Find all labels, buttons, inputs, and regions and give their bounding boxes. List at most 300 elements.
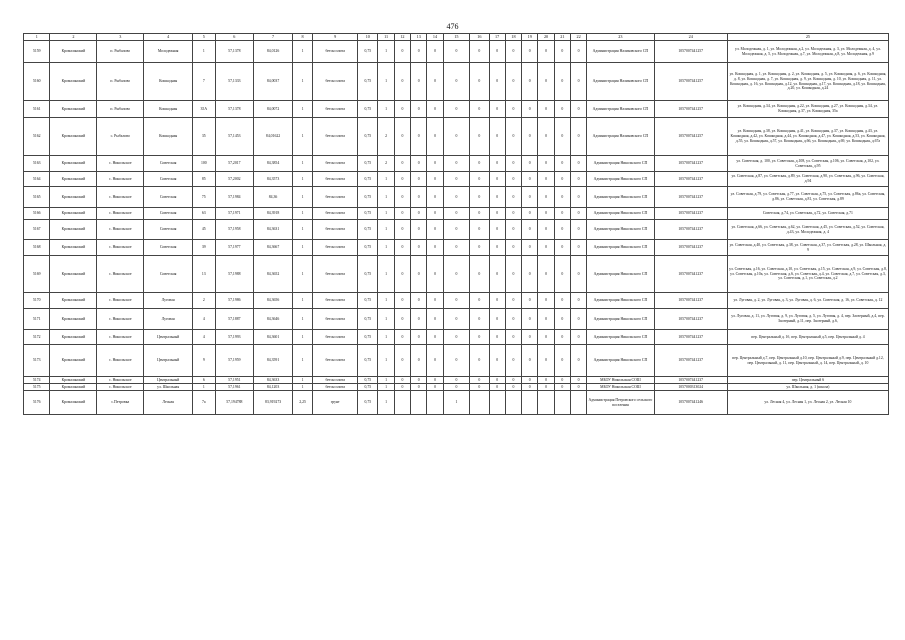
table-cell: 1 bbox=[378, 330, 394, 345]
table-cell: Кошкодная bbox=[144, 101, 193, 118]
table-cell: 0 bbox=[427, 309, 443, 330]
table-cell: 0 bbox=[522, 187, 538, 208]
column-number-cell: 15 bbox=[443, 34, 469, 41]
table-cell: 1057007441237 bbox=[654, 330, 727, 345]
table-cell: 0 bbox=[427, 156, 443, 172]
table-cell: 0 bbox=[427, 384, 443, 391]
table-cell: 0 bbox=[394, 41, 410, 63]
table-cell: 0 bbox=[427, 187, 443, 208]
column-number-cell: 13 bbox=[411, 34, 427, 41]
table-cell: 0 bbox=[411, 63, 427, 101]
table-cell: 0 bbox=[538, 293, 554, 309]
table-cell: 1 bbox=[193, 384, 215, 391]
table-cell: 1057007441237 bbox=[654, 156, 727, 172]
table-cell: 0,75 bbox=[358, 330, 378, 345]
table-cell: 0 bbox=[411, 156, 427, 172]
column-number-cell: 25 bbox=[727, 34, 888, 41]
table-cell: 1 bbox=[292, 309, 312, 330]
table-cell: 57,1977 bbox=[215, 240, 254, 256]
table-cell: 0 bbox=[394, 256, 410, 293]
table-cell: ул. Советская, д.16, ул. Советская, д.10, ул. Советская, д.15, ул. Советская, д.9, ул. Советская, д.8, ул. Советская, д.10а, ул. Советская, д.6, ул. Советская, д.4, ул. Советская, д.7, ул. Советская, д.3, ул. Советская, д.1, ул. Советская, д.2 bbox=[727, 256, 888, 293]
table-row bbox=[24, 309, 889, 330]
table-cell: Кромаланский bbox=[50, 101, 97, 118]
table-cell: Кромаланский bbox=[50, 309, 97, 330]
table-cell: 0,75 bbox=[358, 172, 378, 187]
table-cell: п. Рыбалово bbox=[97, 41, 144, 63]
table-cell: 0 bbox=[570, 330, 586, 345]
table-cell: 0 bbox=[554, 101, 570, 118]
table-cell: 0 bbox=[489, 101, 505, 118]
table-cell: 0 bbox=[538, 101, 554, 118]
table-cell: 0 bbox=[411, 101, 427, 118]
table-cell: 0,75 bbox=[358, 309, 378, 330]
table-cell: 0 bbox=[394, 63, 410, 101]
table-cell: 0 bbox=[489, 156, 505, 172]
table-cell: 0 bbox=[427, 118, 443, 156]
table-cell: Советская, д.74, ул. Советская, д.72, ул. Советская, д.71 bbox=[727, 208, 888, 220]
table-cell bbox=[411, 391, 427, 415]
table-cell: 0 bbox=[470, 345, 489, 377]
table-cell: 0 bbox=[538, 377, 554, 384]
table-cell: 1057007441237 bbox=[654, 240, 727, 256]
table-cell: 84,3656 bbox=[254, 293, 293, 309]
table-cell: 0 bbox=[570, 63, 586, 101]
column-number-row bbox=[24, 34, 889, 41]
table-cell: Администрация Никольского СП bbox=[587, 187, 654, 208]
table-cell: 1 bbox=[378, 384, 394, 391]
table-cell: Администрация Наликовского СП bbox=[587, 41, 654, 63]
table-cell: 0 bbox=[522, 118, 538, 156]
table-cell: 0 bbox=[538, 187, 554, 208]
table-cell: 0,75 bbox=[358, 156, 378, 172]
table-cell: 1057007441237 bbox=[654, 345, 727, 377]
table-cell: Кромаланский bbox=[50, 240, 97, 256]
table-cell: 0 bbox=[505, 187, 521, 208]
table-cell: с. Никольское bbox=[97, 187, 144, 208]
table-cell: 1057007441237 bbox=[654, 208, 727, 220]
table-cell: 0 bbox=[505, 377, 521, 384]
table-cell: 1 bbox=[292, 293, 312, 309]
table-cell: 1057000313024 bbox=[654, 384, 727, 391]
table-cell: 0 bbox=[394, 208, 410, 220]
table-cell: 5165 bbox=[24, 187, 50, 208]
table-cell: 0,75 bbox=[358, 345, 378, 377]
table-cell: 1 bbox=[292, 384, 312, 391]
table-cell: 0 bbox=[538, 240, 554, 256]
table-cell: 0 bbox=[505, 240, 521, 256]
table-cell: 0 bbox=[489, 330, 505, 345]
table-cell: 57,1378 bbox=[215, 41, 254, 63]
table-cell: 0,75 bbox=[358, 391, 378, 415]
table-cell: 1 bbox=[378, 240, 394, 256]
table-cell: 1 bbox=[378, 41, 394, 63]
table-cell bbox=[470, 391, 489, 415]
table-cell: 1 bbox=[193, 41, 215, 63]
table-cell: 57,1971 bbox=[215, 208, 254, 220]
table-cell: ул. Советская, д.79, ул. Советская, д.77, ул. Советская, д.75, ул. Советская, д.86а, ул. Советская, д.86, ул. Советская, д.81, ул. Советская, д.89 bbox=[727, 187, 888, 208]
table-cell: Администрация Наликовского СП bbox=[587, 118, 654, 156]
table-cell: 57,1984 bbox=[215, 187, 254, 208]
register-table bbox=[23, 33, 889, 415]
table-row bbox=[24, 118, 889, 156]
table-cell: 0 bbox=[505, 118, 521, 156]
table-cell: 57,2002 bbox=[215, 172, 254, 187]
table-cell: 0,75 bbox=[358, 256, 378, 293]
table-cell: 84,0126 bbox=[254, 41, 293, 63]
table-cell: 0 bbox=[394, 293, 410, 309]
table-cell: 0 bbox=[505, 63, 521, 101]
table-cell: 0 bbox=[522, 330, 538, 345]
table-cell: 0 bbox=[443, 330, 469, 345]
table-cell: ул. Луговая, д. 11, ул. Луговая, д. 9, ул. Луговая, д. 5, ул. Луговая, д. 4, пер. Заозерный, д.4, пер. Заозерный, д.11, пер. Заозерный, д.6, bbox=[727, 309, 888, 330]
column-number-cell: 2 bbox=[50, 34, 97, 41]
table-cell: 0 bbox=[470, 293, 489, 309]
table-cell: 0 bbox=[411, 187, 427, 208]
table-cell: 5170 bbox=[24, 293, 50, 309]
table-cell: 0 bbox=[427, 377, 443, 384]
table-cell: ул. Советская, д. 100, ул. Советская, д.108, ул. Советская, д.106, ул. Советская, д.102, ул. Советская, д.95 bbox=[727, 156, 888, 172]
column-number-cell: 17 bbox=[489, 34, 505, 41]
table-cell: 0 bbox=[470, 41, 489, 63]
table-cell: 57,1958 bbox=[215, 220, 254, 240]
table-cell: 0 bbox=[411, 256, 427, 293]
table-cell: 5176 bbox=[24, 391, 50, 415]
table-cell: Кошкодная bbox=[144, 118, 193, 156]
table-cell: 0,75 bbox=[358, 101, 378, 118]
table-cell: 0 bbox=[470, 63, 489, 101]
column-number-cell: 7 bbox=[254, 34, 293, 41]
table-cell: Администрация Никольского СП bbox=[587, 256, 654, 293]
table-cell: бетон плита bbox=[313, 345, 358, 377]
table-cell: 0 bbox=[394, 309, 410, 330]
table-cell: 75 bbox=[193, 187, 215, 208]
table-cell: 0 bbox=[394, 172, 410, 187]
table-cell: 0 bbox=[538, 330, 554, 345]
table-cell: 0 bbox=[522, 384, 538, 391]
table-cell: 0 bbox=[394, 377, 410, 384]
table-cell: 1 bbox=[378, 172, 394, 187]
table-cell: 0 bbox=[411, 377, 427, 384]
table-cell: бетон плита bbox=[313, 384, 358, 391]
column-number-cell: 18 bbox=[505, 34, 521, 41]
table-cell: 1 bbox=[378, 345, 394, 377]
table-cell: 84,01622 bbox=[254, 118, 293, 156]
table-cell: 0 bbox=[394, 330, 410, 345]
column-number-cell: 3 bbox=[97, 34, 144, 41]
table-cell: 57,1986 bbox=[215, 293, 254, 309]
table-cell: 0 bbox=[411, 309, 427, 330]
table-cell: 0 bbox=[554, 345, 570, 377]
table-cell: с. Никольское bbox=[97, 240, 144, 256]
table-cell: 1 bbox=[292, 172, 312, 187]
table-row bbox=[24, 63, 889, 101]
table-cell: 1057007441257 bbox=[654, 41, 727, 63]
table-cell: 0 bbox=[394, 187, 410, 208]
table-cell: 63 bbox=[193, 208, 215, 220]
table-cell: 1 bbox=[378, 309, 394, 330]
table-cell: Советская bbox=[144, 220, 193, 240]
table-cell: Центральный bbox=[144, 330, 193, 345]
table-row bbox=[24, 293, 889, 309]
table-cell: 0 bbox=[505, 293, 521, 309]
table-row bbox=[24, 377, 889, 384]
table-row bbox=[24, 345, 889, 377]
table-cell: 0 bbox=[489, 118, 505, 156]
table-cell: 0 bbox=[470, 220, 489, 240]
table-cell: Администрация Никольского СП bbox=[587, 293, 654, 309]
table-cell: 0 bbox=[443, 220, 469, 240]
table-cell: 1057007441257 bbox=[654, 118, 727, 156]
table-cell: 0 bbox=[443, 309, 469, 330]
table-cell: 6 bbox=[193, 377, 215, 384]
column-number-cell: 22 bbox=[570, 34, 586, 41]
table-cell: Кромаланский bbox=[50, 208, 97, 220]
table-cell: 5159 bbox=[24, 41, 50, 63]
table-cell: 0 bbox=[443, 345, 469, 377]
table-cell: 0 bbox=[489, 256, 505, 293]
table-cell: 0 bbox=[427, 345, 443, 377]
table-cell: 0 bbox=[570, 220, 586, 240]
table-cell: ул. Кошкодная, д.34, ул. Кошкодная, д.22, ул. Кошкодная, д.27, ул. Кошкодная, д.34, ул. Кошкодная, д.37, ул. Кошкодная, 35а bbox=[727, 101, 888, 118]
table-cell: 57,1988 bbox=[215, 256, 254, 293]
table-cell: Администрация Никольского СП bbox=[587, 208, 654, 220]
table-cell: 5163 bbox=[24, 156, 50, 172]
table-cell: 0 bbox=[470, 330, 489, 345]
table-cell: 5162 bbox=[24, 118, 50, 156]
table-cell: 4 bbox=[193, 309, 215, 330]
table-cell: 1 bbox=[378, 391, 394, 415]
table-cell: 0 bbox=[427, 41, 443, 63]
table-cell: Луговая bbox=[144, 293, 193, 309]
table-cell: 0 bbox=[554, 172, 570, 187]
table-cell bbox=[427, 391, 443, 415]
table-cell: 0 bbox=[505, 208, 521, 220]
table-cell: 1057007441237 bbox=[654, 377, 727, 384]
table-cell: Администрация Наликовского СП bbox=[587, 101, 654, 118]
table-cell: 0 bbox=[554, 187, 570, 208]
table-cell bbox=[489, 391, 505, 415]
table-cell: 1 bbox=[292, 377, 312, 384]
table-body bbox=[24, 41, 889, 415]
table-cell: с. Никольское bbox=[97, 330, 144, 345]
table-cell: 0 bbox=[489, 63, 505, 101]
table-cell: 0 bbox=[505, 309, 521, 330]
table-cell: бетон плита bbox=[313, 330, 358, 345]
table-cell: 0 bbox=[427, 172, 443, 187]
table-cell: с. Никольское bbox=[97, 172, 144, 187]
table-cell: 0,75 bbox=[358, 220, 378, 240]
table-cell: 0 bbox=[538, 118, 554, 156]
table-cell: МБОУ Никольская СОШ bbox=[587, 377, 654, 384]
table-cell: 84,3591 bbox=[254, 345, 293, 377]
table-cell: бетон плита bbox=[313, 377, 358, 384]
table-cell: 84,36 bbox=[254, 187, 293, 208]
table-cell: 84,3633 bbox=[254, 377, 293, 384]
table-cell: 1057007441237 bbox=[654, 220, 727, 240]
table-cell: 5169 bbox=[24, 256, 50, 293]
table-cell: 0 bbox=[570, 156, 586, 172]
table-cell: 0 bbox=[570, 208, 586, 220]
table-cell: 0 bbox=[470, 101, 489, 118]
table-cell: 0 bbox=[394, 101, 410, 118]
table-cell: бетон плита bbox=[313, 63, 358, 101]
table-cell: Кромаланский bbox=[50, 63, 97, 101]
table-cell: 0 bbox=[522, 377, 538, 384]
table-cell: 0 bbox=[505, 345, 521, 377]
table-cell: Кромаланский bbox=[50, 220, 97, 240]
table-cell: 0 bbox=[522, 41, 538, 63]
table-cell: 0 bbox=[554, 63, 570, 101]
table-cell: 0 bbox=[505, 330, 521, 345]
table-cell: 0 bbox=[522, 345, 538, 377]
table-cell: 5172 bbox=[24, 330, 50, 345]
table-cell: 1 bbox=[292, 220, 312, 240]
table-cell: 0 bbox=[489, 384, 505, 391]
table-cell: Администрация Наликовского СП bbox=[587, 63, 654, 101]
table-cell: 84,0072 bbox=[254, 101, 293, 118]
table-cell: 0 bbox=[554, 220, 570, 240]
table-cell: 0 bbox=[443, 172, 469, 187]
table-cell: Кромаланский bbox=[50, 187, 97, 208]
column-number-cell: 1 bbox=[24, 34, 50, 41]
table-cell: 1 bbox=[292, 41, 312, 63]
table-cell: 0 bbox=[570, 172, 586, 187]
table-cell: 0 bbox=[443, 256, 469, 293]
table-cell: 1 bbox=[378, 256, 394, 293]
table-cell: 0,75 bbox=[358, 118, 378, 156]
table-cell: МБОУ Никольская СОШ bbox=[587, 384, 654, 391]
table-cell: 0 bbox=[538, 345, 554, 377]
table-row bbox=[24, 101, 889, 118]
table-cell: Кромаланский bbox=[50, 330, 97, 345]
table-cell: п. Рыбалово bbox=[97, 101, 144, 118]
table-cell: 0 bbox=[411, 220, 427, 240]
table-cell: 1 bbox=[443, 391, 469, 415]
table-cell bbox=[570, 391, 586, 415]
table-cell: 2 bbox=[378, 156, 394, 172]
table-cell: 0 bbox=[489, 41, 505, 63]
table-cell: 57,1961 bbox=[215, 384, 254, 391]
table-cell: 0 bbox=[522, 172, 538, 187]
table-cell: пер. Центральный д.7, пер. Центральный д.10, пер. Центральный д.9, пер. Центральный д.12, пер. Центральный, д. 11, пер. Центральный, д. 14, пер. Центральный, д. 10 bbox=[727, 345, 888, 377]
table-cell: Кромаланский bbox=[50, 391, 97, 415]
table-cell: 57,2017 bbox=[215, 156, 254, 172]
table-cell: п. Рыбалово bbox=[97, 63, 144, 101]
table-cell: 0 bbox=[505, 220, 521, 240]
table-cell: 0 bbox=[411, 330, 427, 345]
table-cell: 0 bbox=[443, 377, 469, 384]
table-cell: 0 bbox=[489, 172, 505, 187]
table-cell: бетон плита bbox=[313, 240, 358, 256]
table-cell: 4 bbox=[193, 330, 215, 345]
table-cell: бетон плита bbox=[313, 293, 358, 309]
table-cell: 13 bbox=[193, 256, 215, 293]
table-cell: 1 bbox=[378, 377, 394, 384]
table-cell: Администрация Никольского СП bbox=[587, 345, 654, 377]
table-cell: 57,1951 bbox=[215, 377, 254, 384]
table-cell: 57,1959 bbox=[215, 345, 254, 377]
table-cell: Администрация Никольского СП bbox=[587, 220, 654, 240]
table-cell: 84,3918 bbox=[254, 208, 293, 220]
table-cell: 1 bbox=[378, 293, 394, 309]
column-number-cell: 12 bbox=[394, 34, 410, 41]
table-cell: 0 bbox=[427, 208, 443, 220]
table-cell: 84,0037 bbox=[254, 63, 293, 101]
table-cell: ул. Луговая, д. 2, ул. Луговая, д. 3, ул. Луговая, д. 6, ул. Советская, д. 16, ул. Советская, д. 12 bbox=[727, 293, 888, 309]
table-cell: 5168 bbox=[24, 240, 50, 256]
table-cell: Кромаланский bbox=[50, 293, 97, 309]
table-cell: 0 bbox=[554, 156, 570, 172]
table-cell: 0,75 bbox=[358, 240, 378, 256]
table-cell: Администрация Никольского СП bbox=[587, 156, 654, 172]
table-cell: 0 bbox=[522, 220, 538, 240]
table-row bbox=[24, 330, 889, 345]
table-cell: Центральный bbox=[144, 377, 193, 384]
table-cell: 5161 bbox=[24, 101, 50, 118]
table-cell: 0 bbox=[443, 63, 469, 101]
table-cell: грунт bbox=[313, 391, 358, 415]
table-cell: Администрация Петровского сельского поселения bbox=[587, 391, 654, 415]
column-number-cell: 14 bbox=[427, 34, 443, 41]
table-cell: 0 bbox=[522, 63, 538, 101]
table-cell: 0 bbox=[470, 377, 489, 384]
table-cell: 0 bbox=[443, 187, 469, 208]
table-cell: 0 bbox=[470, 240, 489, 256]
table-cell: 2 bbox=[193, 293, 215, 309]
table-cell: Советская bbox=[144, 256, 193, 293]
table-cell: 0 bbox=[470, 256, 489, 293]
table-cell: 0 bbox=[470, 309, 489, 330]
table-cell: 35А bbox=[193, 101, 215, 118]
table-cell: 0 bbox=[443, 156, 469, 172]
table-cell: 0 bbox=[538, 384, 554, 391]
table-cell bbox=[554, 391, 570, 415]
table-cell: 0 bbox=[522, 208, 538, 220]
table-cell: Администрация Никольского СП bbox=[587, 172, 654, 187]
column-number-cell: 16 bbox=[470, 34, 489, 41]
table-cell: 0 bbox=[394, 220, 410, 240]
table-cell: 0 bbox=[554, 293, 570, 309]
table-row bbox=[24, 172, 889, 187]
column-number-cell: 19 bbox=[522, 34, 538, 41]
table-cell: Администрация Никольского СП bbox=[587, 330, 654, 345]
table-cell: 0 bbox=[427, 101, 443, 118]
table-cell: 1 bbox=[292, 208, 312, 220]
table-cell: 0 bbox=[554, 240, 570, 256]
table-cell: 0 bbox=[443, 384, 469, 391]
table-cell: 0 bbox=[522, 256, 538, 293]
table-cell: бетон плита bbox=[313, 156, 358, 172]
table-cell: Кошкодная bbox=[144, 63, 193, 101]
table-cell: 0 bbox=[554, 377, 570, 384]
column-number-cell: 23 bbox=[587, 34, 654, 41]
table-cell: 0 bbox=[554, 256, 570, 293]
table-cell: бетон плита bbox=[313, 187, 358, 208]
table-cell: 0 bbox=[554, 384, 570, 391]
table-row bbox=[24, 220, 889, 240]
table-cell: бетон плита bbox=[313, 118, 358, 156]
table-cell: 0 bbox=[505, 156, 521, 172]
table-cell: 1057007441246 bbox=[654, 391, 727, 415]
column-number-cell: 6 bbox=[215, 34, 254, 41]
table-cell: 0 bbox=[470, 384, 489, 391]
table-cell: 0 bbox=[554, 330, 570, 345]
table-cell: 0 bbox=[489, 240, 505, 256]
table-cell: 84,3601 bbox=[254, 330, 293, 345]
table-cell: 57,194788 bbox=[215, 391, 254, 415]
table-cell: бетон плита bbox=[313, 309, 358, 330]
table-cell: Советская bbox=[144, 156, 193, 172]
